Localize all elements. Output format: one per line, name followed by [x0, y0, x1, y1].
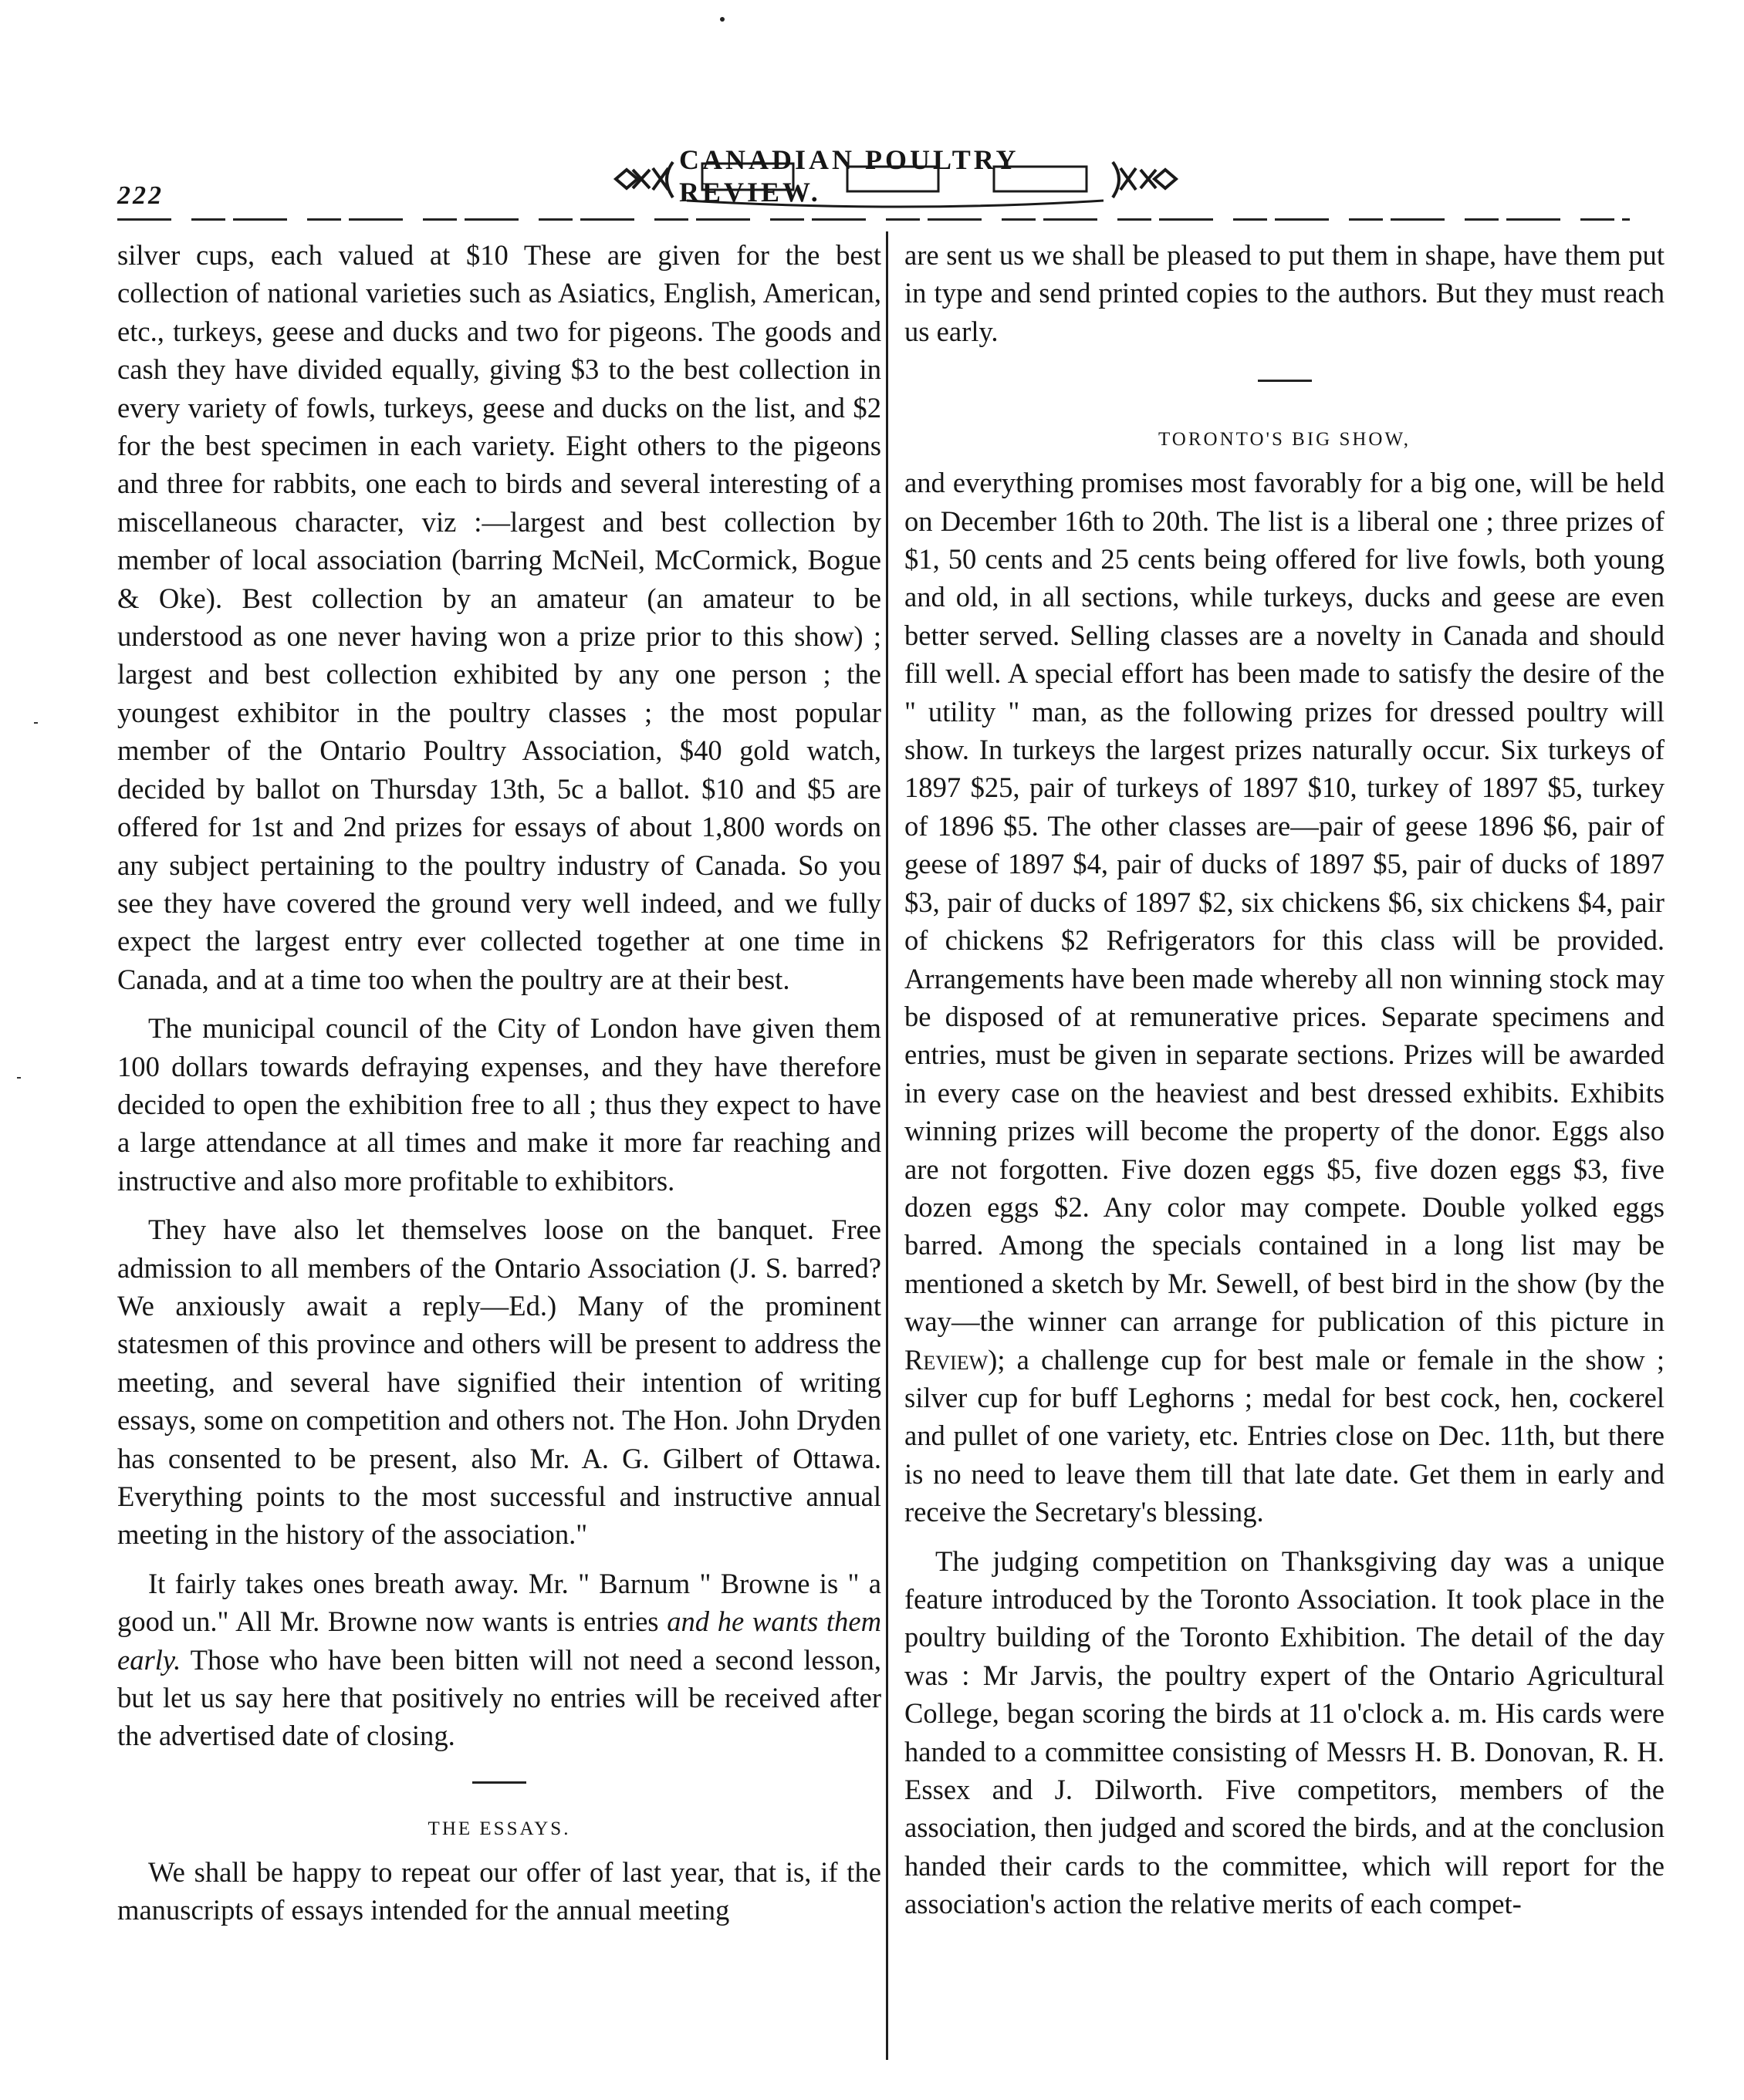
paragraph	[904, 464, 1665, 1531]
right-column	[904, 236, 1665, 1923]
page-number: 222	[117, 181, 164, 210]
paragraph: silver cups, each valued at $10 These are given for the best collection of national varieties such as Asiatics, English, American, etc., turkeys, geese and ducks and two for pigeons. The goods and cash they have divided equally, giving $3 to the best collection in every variety of fowls, turkeys, geese and ducks on the list, and $2 for the best specimen in each variety. Eight others to the pigeons and three for rabbits, one each to birds and several interesting of a miscellaneous character, viz :—largest and best collection by member of local association (barring McNeil, McCormick, Bogue & Oke). Best collection by an amateur (an amateur to be understood as one never having won a prize prior to this show) ; largest and best collection exhibited by any one person ; the youngest exhibitor in the poultry classes ; the most popular member of the Ontario Poultry Association, $40 gold watch, decided by ballot on Thursday 13th, 5c a ballot. $10 and $5 are offered for 1st and 2nd prizes for essays of about 1,800 words on any subject pertaining to the poultry industry of Canada. So you see they have covered the ground very well indeed, and we fully expect the largest entry ever collected together at one time in Canada, and at a time too when the poultry are at their best.	[117, 239, 881, 995]
paragraph: are sent us we shall be pleased to put them in shape, have them put in type and send printed copies to the authors. But they must reach us early.	[904, 239, 1665, 347]
paragraph: The judging competition on Thanksgiving day was a unique feature introduced by the Toronto Association. It took place in the poultry building of the Toronto Exhibition. The detail of the day was : Mr Jarvis, the poultry expert of the Ontario Agricultural College, began scoring the birds at 11 o'clock a. m. His cards were handed to a committee consisting of Messrs H. B. Donovan, R. H. Essex and J. Dilworth. Five competitors, members of the association, then judged and scored the birds, and at the conclusion handed their cards to the committee, which will report for the association's action the relative merits of each compet-	[904, 1545, 1665, 1920]
paragraph-text: and everything promises most favorably for a big one, will be held on December 16th to 20th. The list is a liberal one ; three prizes of $1, 50 cents and 25 cents being offered for live fowls, both young and old, in all sections, while turkeys, ducks and geese are even better served. Selling classes are a novelty in Canada and should fill well. A special effort has been made to satisfy the desire of the " utility " man, as the following prizes for dressed poultry will show. In turkeys the largest prizes naturally occur. Six turkeys of 1897 $25, pair of turkeys of 1897 $10, turkey of 1897 $5, turkey of 1896 $5. The other classes are—pair of geese 1896 $6, pair of geese of 1897 $4, pair of ducks of 1897 $5, pair of ducks of 1897 $3, pair of ducks of 1897 $2, six chickens $6, six chickens $4, pair of chickens $2 Refrigerators for this class will be provided. Arrangements have been made whereby all non winning stock may be disposed of at remunerative prices. Separate specimens and entries, must be given in separate sections. Prizes will be awarded in every case on the heaviest and best dressed exhibits. Exhibits winning prizes will become the property of the donor. Eggs also are not forgotten. Five dozen eggs $5, five dozen eggs $3, five dozen eggs $2. Any color may compete. Double yolked eggs barred. Among the specials contained in a long list may be mentioned a sketch by Mr. Sewell, of best bird in the show (by the way—the winner can arrange for publication of this picture in	[904, 467, 1665, 1338]
paragraph	[117, 1565, 881, 1755]
section-heading-toronto: TORONTO'S BIG SHOW,	[1158, 429, 1411, 451]
paragraph-text: Those who have been bitten will not need a second lesson, but let us say here that positively no entries will be received after the advertised date of closing.	[117, 1643, 881, 1752]
masthead	[610, 144, 1181, 212]
margin-mark	[34, 722, 38, 724]
paragraph-text: It fairly takes ones breath away. Mr. " Barnum " Browne is " a good un." All Mr. Browne now wants is entries	[117, 1567, 881, 1638]
margin-mark	[17, 1077, 21, 1079]
section-heading-essays: THE ESSAYS.	[428, 1818, 571, 1839]
paragraph: The municipal council of the City of London have given them 100 dollars towards defraying expenses, and they have therefore decided to open the exhibition free to all ; thus they expect to have a large attendance at all times and make it more far reaching and instructive and also more profitable to exhibitors.	[117, 1012, 881, 1197]
header-rule	[117, 218, 1630, 221]
left-column	[117, 236, 881, 1930]
paragraph: We shall be happy to repeat our offer of last year, that is, if the manuscripts of essays intended for the annual meeting	[117, 1855, 881, 1926]
print-speck	[720, 17, 725, 22]
section-separator	[1258, 380, 1312, 382]
paragraph: They have also let themselves loose on the banquet. Free admission to all members of the Ontario Association (J. S. barred? We anxiously await a reply—Ed.) Many of the prominent statesmen of this province and others will be present to address the meeting, and several have signified their intention of writing essays, some on competition and others not. The Hon. John Dryden has consented to be present, also Mr. A. G. Gilbert of Ottawa. Everything points to the most successful and instructive annual meeting in the history of the association."	[117, 1214, 881, 1551]
column-divider	[886, 231, 888, 2060]
section-separator	[472, 1781, 526, 1784]
masthead-title: CANADIAN POULTRY REVIEW.	[679, 144, 1019, 208]
review-name: Review	[904, 1343, 989, 1376]
emphasis-text: and he wants them early.	[117, 1605, 881, 1676]
paragraph-text: ); a challenge cup for best male or female in the show ; silver cup for buff Leghorns ; medal for best cock, hen, cockerel and pullet of one variety, etc. Entries close on Dec. 11th, but there is no need to leave them till that late date. Get them in early and receive the Secretary's blessing.	[904, 1343, 1665, 1528]
